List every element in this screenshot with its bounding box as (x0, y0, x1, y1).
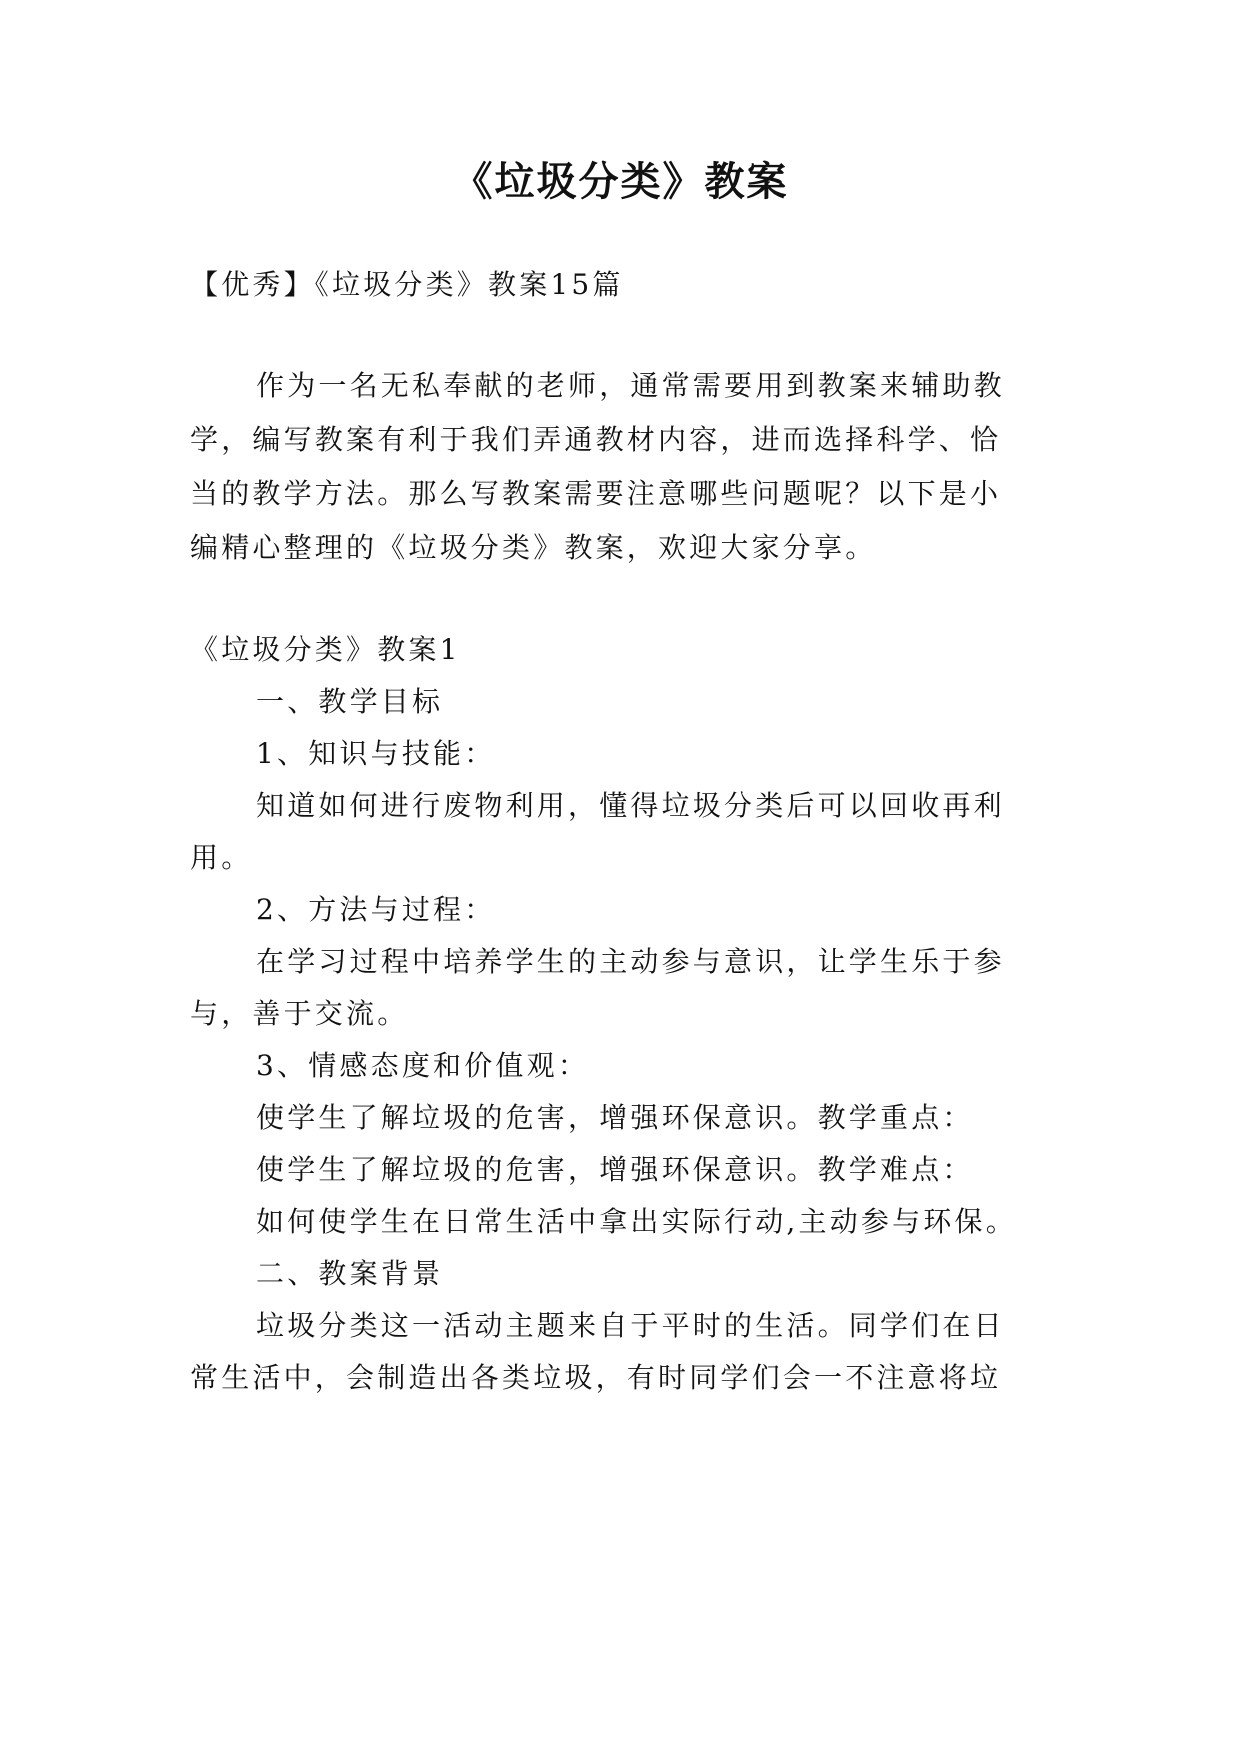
body-line: 知道如何进行废物利用，懂得垃圾分类后可以回收再利 (256, 789, 1005, 822)
body-line: 如何使学生在日常生活中拿出实际行动,主动参与环保。 (256, 1205, 1017, 1238)
document-title: 《垃圾分类》教案 (452, 159, 789, 205)
body-line: 一、教学目标 (256, 685, 444, 718)
body-line: 与，善于交流。 (190, 997, 409, 1030)
intro-line: 学，编写教案有利于我们弄通教材内容，进而选择科学、恰 (190, 423, 1002, 456)
body-line: 2、方法与过程： (256, 893, 496, 926)
body-line: 使学生了解垃圾的危害，增强环保意识。教学重点： (256, 1101, 974, 1134)
intro-line: 当的教学方法。那么写教案需要注意哪些问题呢？以下是小 (190, 477, 1002, 510)
body-line: 用。 (190, 841, 253, 874)
body-line: 使学生了解垃圾的危害，增强环保意识。教学难点： (256, 1153, 974, 1186)
body-line: 垃圾分类这一活动主题来自于平时的生活。同学们在日 (256, 1309, 1005, 1342)
body-line: 3、情感态度和价值观： (256, 1049, 590, 1082)
intro-line: 编精心整理的《垃圾分类》教案，欢迎大家分享。 (190, 531, 877, 564)
body-line: 1、知识与技能： (256, 737, 496, 770)
section-heading: 《垃圾分类》教案1 (190, 633, 461, 666)
body-line: 二、教案背景 (256, 1257, 444, 1290)
intro-line: 作为一名无私奉献的老师，通常需要用到教案来辅助教 (256, 369, 1005, 402)
document-subtitle: 【优秀】《垃圾分类》教案15篇 (190, 268, 624, 301)
body-line: 常生活中，会制造出各类垃圾，有时同学们会一不注意将垃 (190, 1361, 1002, 1394)
body-line: 在学习过程中培养学生的主动参与意识，让学生乐于参 (256, 945, 1005, 978)
